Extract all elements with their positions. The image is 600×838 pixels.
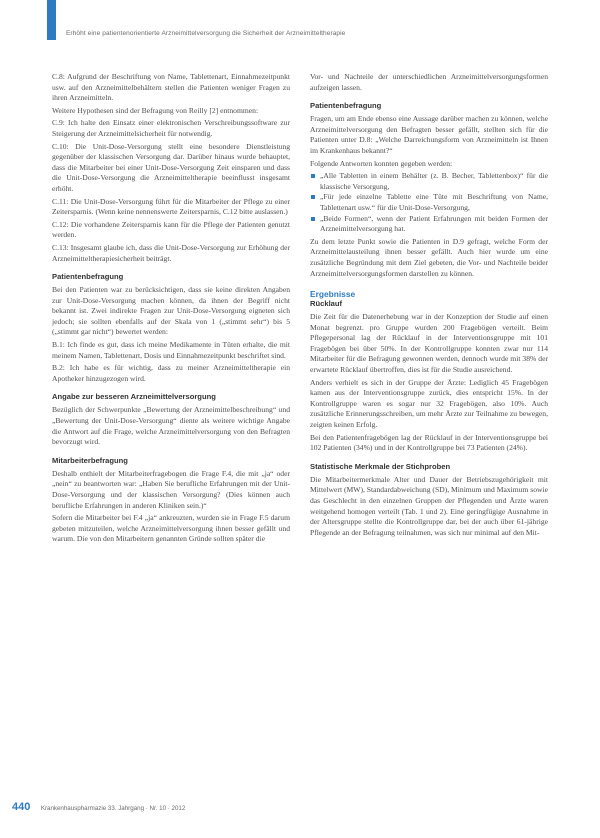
list-item: „Alle Tabletten in einem Behälter (z. B. Becher, Tablettenbox)“ für die klassische Versorgung,	[310, 171, 548, 192]
heading-statistische-merkmale: Statistische Merkmale der Stichproben	[310, 461, 451, 471]
page-footer	[12, 797, 185, 815]
list-item: „Beide Formen“, wenn der Patient Erfahrungen mit beiden Formen der Arzneimittelversorgung hat.	[310, 214, 548, 235]
heading-patientenbefragung: Patientenbefragung	[52, 272, 124, 282]
paragraph: Weitere Hypothesen sind der Befragung von Reilly [2] entnommen:	[52, 105, 259, 115]
paragraph: Die Mitarbeitermerkmale Alter und Dauer der Betriebszugehörigkeit mit Mittelwert (MW), Standardabweichung (SD), Minimum und Maximum sowie das Geschlecht in den einzelnen Gruppen der Pflegenden und Ärzte waren weitgehend homogen verteilt (Tab. 1 und 2). Eine geringfügige Ausnahme in der Altersgruppe stellte die Kontrollgruppe dar, bei der auch über 61-jährige Pflegende an der Befragung teilnahmen, was sich nur minimal auf den Mit-	[310, 474, 548, 537]
running-head: Erhöht eine patientenorientierte Arzneimittelversorgung die Sicherheit der Arzneimitteltherapie	[66, 30, 346, 37]
bullet-square-icon	[311, 174, 315, 178]
bullet-square-icon	[311, 195, 315, 199]
answer-list	[310, 171, 548, 235]
right-column	[310, 72, 548, 540]
paragraph: C.10: Die Unit-Dose-Versorgung stellt eine besondere Dienstleistung gegenüber der klassischen Versorgung dar. Darüber hinaus wurde behauptet, dass die Mitarbeiter bei einer Unit-Dose-Versorgung Zeit einsparen und dass die Unit-Dose-Versorgung die Arzneimitteltherapie beeinflusst insgesamt erhöht.	[52, 141, 290, 193]
heading-ergebnisse: Ergebnisse	[310, 289, 356, 300]
heading-rucklauf: Rücklauf	[310, 299, 343, 309]
paragraph: Deshalb enthielt der Mitarbeiterfragebogen die Frage F.4, die mit „ja“ oder „nein“ zu beantworten war: „Haben Sie berufliche Erfahrungen mit der Unit-Dose-Versorgung und der klassischen Versorgung? (Dies können auch berufliche Erfahrungen in anderen Kliniken sein.)“	[52, 468, 290, 510]
paragraph: Folgende Antworten konnten gegeben werden:	[310, 158, 453, 168]
paragraph: Sofern die Mitarbeiter bei F.4 „ja“ ankreuzten, wurden sie in Frage F.5 darum gebeten mitzuteilen, welche Arzneimittelversorgung ihnen besser gefällt und warum. Die von den Mitarbeitern genannten Gründe sollten später die	[52, 513, 290, 544]
heading-mitarbeiterbefragung: Mitarbeiterbefragung	[52, 455, 128, 465]
paragraph: Anders verhielt es sich in der Gruppe der Ärzte: Lediglich 45 Fragebögen kamen aus der Interventionsgruppe zurück, dies entspricht 15%. In der Kontrollgruppe waren es sogar nur 32 Fragebögen, also 10%. Auch zusätzliche Erinnerungsschreiben, um mehr Ärzte zur Teilnahme zu bewegen, zeigten keinen Erfolg.	[310, 377, 548, 430]
paragraph: Vor- und Nachteile der unterschiedlichen Arzneimittelversorgungsformen aufzeigen lassen.	[310, 72, 548, 92]
paragraph: Bei den Patientenfragebögen lag der Rücklauf in der Interventionsgruppe bei 102 Patienten (34%) und in der Kontrollgruppe bei 73 Patienten (24%).	[310, 432, 548, 453]
paragraph: Zu dem letzte Punkt sowie die Patienten in D.9 gefragt, welche Form der Arzneimittelausteilung ihnen besser gefällt. Auch hier wurde um eine zusätzliche Begründung mit dem Ziel gebeten, die Vor- und Nachteile beider Arzneimittelversorgungsformen darstellen zu können.	[310, 236, 548, 278]
paragraph: C.11: Die Unit-Dose-Versorgung führt für die Mitarbeiter der Pflege zu einer Zeitersparnis. (Wenn keine nennenswerte Zeitersparnis, C.12 bitte auslassen.)	[52, 196, 290, 217]
paragraph: Fragen, um am Ende ebenso eine Aussage darüber machen zu können, welche Arzneimittelversorgung den Befragten besser gefällt, stellten sich für die Patienten unter D.8: „Welche Darreichungsform von Arzneimitteln ist Ihnen im Krankenhaus bekannt?“	[310, 114, 548, 155]
paragraph: C.12: Die vorhandene Zeitersparnis kann für die Pflege der Patienten genutzt werden.	[52, 219, 290, 240]
paragraph: C.9: Ich halte den Einsatz einer elektronischen Verschreibungssoftware zur Steigerung der Arzneimittelsicherheit für notwendig.	[52, 118, 290, 138]
paragraph: Bezüglich der Schwerpunkte „Bewertung der Arzneimittelbeschreibung“ und „Bewertung der Unit-Dose-Versorgung“ diente als weitere wichtige Angabe die Antwort auf die Frage, welche Arzneimittelversorgung von den Befragten bevorzugt wird.	[52, 405, 290, 447]
paragraph: Die Zeit für die Datenerhebung war in der Konzeption der Studie auf einen Monat begrenzt. pro Gruppe wurden 200 Fragebögen verteilt. Beim Pflegepersonal lag der Rücklauf in der Interventionsgruppe mit 101 Fragebögen bei über 50%. In der Kontrollgruppe konnten zwar nur 114 Mitarbeiter für die Befragung gewonnen werden, dennoch wurde mit 38% der erwartete Rücklauf übertroffen, dies ist für die Studie ausreichend.	[310, 312, 548, 375]
hypotheses-block	[52, 72, 290, 264]
paragraph: B.2: Ich habe es für wichtig, dass zu meiner Arzneimitteltherapie ein Apotheker hinzugezogen wird.	[52, 363, 290, 383]
left-column	[52, 72, 290, 547]
list-item: „Für jede einzelne Tablette eine Tüte mit Beschriftung von Name, Tablettenart usw.“ für die Unit-Dose-Versorgung,	[310, 192, 548, 213]
paragraph: C.13: Insgesamt glaube ich, dass die Unit-Dose-Versorgung zur Erhöhung der Arzneimitteltherapiesicherheit beiträgt.	[52, 242, 290, 263]
page-number: 440	[12, 801, 31, 813]
paragraph: B.1: Ich finde es gut, dass ich meine Medikamente in Tüten erhalte, die mit meinem Namen, Tablettenart, Dosis und Einnahmezeitpunkt beschriftet sind.	[52, 340, 290, 360]
heading-patientenbefragung-right: Patientenbefragung	[310, 101, 382, 111]
chapter-tab	[47, 0, 56, 40]
heading-angabe: Angabe zur besseren Arzneimittelversorgung	[52, 392, 216, 402]
paragraph: C.8: Aufgrund der Beschriftung von Name, Tablettenart, Einnahmezeitpunkt usw. auf den Arzneimittelbehältern stellen die Patienten weniger Fragen zu ihren Arzneimitteln.	[52, 72, 290, 103]
journal-citation: Krankenhauspharmazie 33. Jahrgang · Nr. 10 · 2012	[40, 805, 186, 812]
paragraph: Bei den Patienten war zu berücksichtigen, dass sie keine direkten Angaben zur Unit-Dose-Versorgung machen können, da ihnen der Begriff nicht bekannt ist. Zwei indirekte Fragen zur Unit-Dose-Versorgung eigneten sich jedoch; sie sollten ebenfalls auf der Skala von 1 („stimmt sehr“) bis 5 („stimmt gar nicht“) bewertet werden:	[52, 285, 290, 337]
bullet-square-icon	[311, 217, 315, 221]
